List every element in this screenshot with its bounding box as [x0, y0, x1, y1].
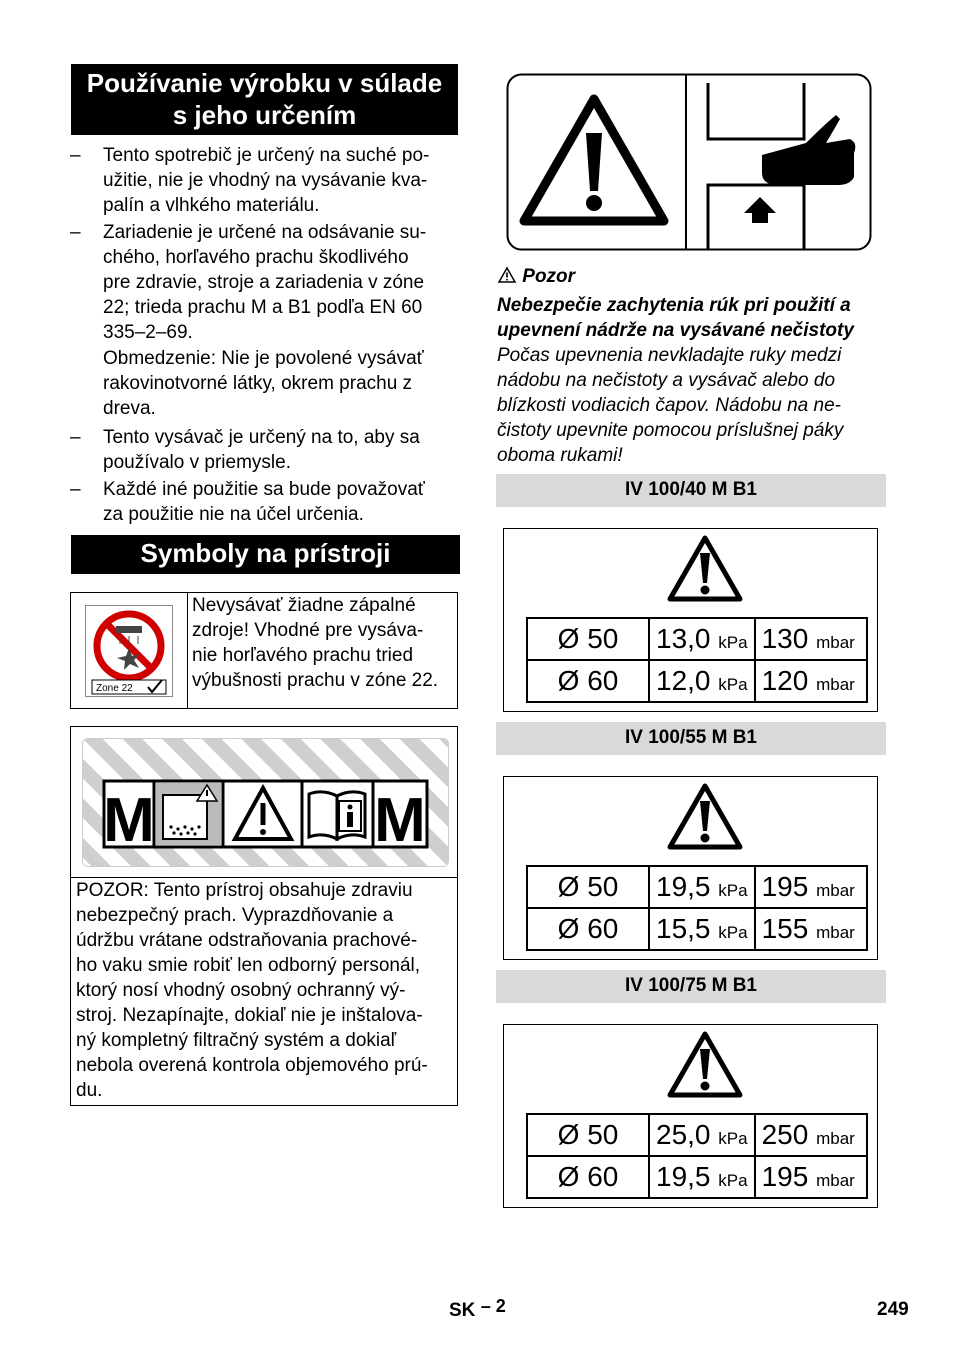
pinch-hazard-pictogram: [506, 73, 872, 251]
caution-heading: Nebezpečie zachytenia rúk pri použití a upevnení nádrže na vysávané nečistoty: [497, 295, 854, 341]
table-row: Ø 50 19,5 kPa 195 mbar: [527, 866, 867, 908]
no-ignition-source-icon: [85, 605, 173, 697]
zone-label: Zone 22: [96, 683, 133, 694]
warning-triangle-icon: [497, 266, 517, 284]
list-item: – Tento spotrebič je určený na suché po- užitie, nie je vhodný na vysávanie kva- palín a vlhkého materiálu.: [70, 145, 430, 216]
model-heading: IV 100/75 M B1: [496, 970, 886, 1003]
caution-title: Pozor: [497, 265, 575, 289]
section-heading-intended-use: Používanie výrobku v súlade s jeho určením: [71, 64, 458, 135]
model-spec-box: [503, 528, 878, 712]
caution-body: Počas upevnenia nevkladajte ruky medzi nádobu na nečistoty a vysávač alebo do blízkosti vodiacich čapov. Nádobu na ne- čistoty upevnite pomocou príslušnej páky oboma rukami!: [497, 345, 844, 466]
restriction-note: Obmedzenie: Nie je povolené vysávať rakovinotvorné látky, okrem prachu z dreva.: [103, 348, 424, 419]
zone-symbol-box: Zone 22 Nevysávať žiadne zápalné zdroje! Vhodné pre vysáva- nie horľavého prachu tried výbušnosti prachu v zóne 22.: [70, 592, 458, 709]
warning-triangle-icon: [665, 781, 745, 853]
section-heading-symbols: Symboly na prístroji: [71, 535, 460, 574]
m-letter-right: M: [374, 786, 426, 855]
list-item: – Zariadenie je určené na odsávanie su- chého, horľavého prachu škodlivého pre zdravie, stroje a zariadenia v zóne 22; trieda prachu M a B1 podľa EN 60 335–2–69.: [70, 222, 427, 343]
dust-class-m-label: [82, 738, 449, 867]
footer-language: SK – 2: [449, 1296, 506, 1321]
table-row: Ø 50 13,0 kPa 130 mbar: [527, 618, 867, 660]
page-number: 249: [877, 1299, 909, 1320]
model-spec-box: [503, 1024, 878, 1208]
table-row: Ø 60 15,5 kPa 155 mbar: [527, 908, 867, 950]
table-row: Ø 50 25,0 kPa 250 mbar: [527, 1114, 867, 1156]
dust-class-box: M M POZOR: Tento prístroj obsahuje zdraviu nebezpečný prach. Vyprazdňovanie a údržbu vrátane odstraňovania prachové- ho vaku smie robiť len odborný personál, ktorý nosí vhodný osobný ochranný vý- stroj. Nezapínajte, dokiaľ nie je inštalova- ný kompletný filtračný systém a dokiaľ nebola overená kontrola objemového prú- du.: [70, 726, 458, 1106]
warning-triangle-icon: [665, 1029, 745, 1101]
model-heading: IV 100/55 M B1: [496, 722, 886, 755]
table-row: Ø 60 12,0 kPa 120 mbar: [527, 660, 867, 702]
warning-triangle-icon: [665, 533, 745, 605]
model-spec-box: [503, 776, 878, 960]
table-row: Ø 60 19,5 kPa 195 mbar: [527, 1156, 867, 1198]
m-letter-left: M: [103, 786, 155, 855]
list-item: – Každé iné použitie sa bude považovať za použitie nie na účel určenia.: [70, 479, 425, 525]
list-item: – Tento vysávač je určený na to, aby sa používalo v priemysle.: [70, 427, 420, 473]
model-heading: IV 100/40 M B1: [496, 474, 886, 507]
